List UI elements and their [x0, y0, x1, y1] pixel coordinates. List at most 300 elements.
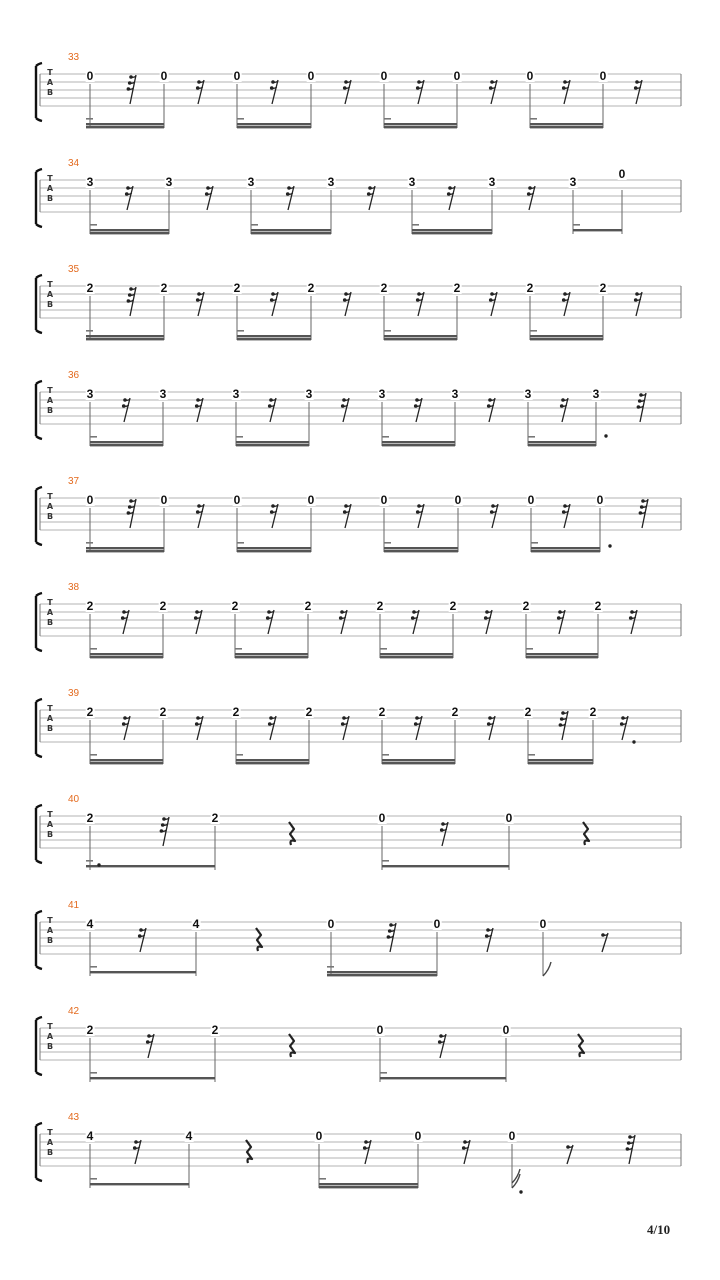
tab-system: [0, 1112, 720, 1218]
fret-number: 3: [86, 175, 94, 189]
clef-letter: B: [46, 88, 54, 97]
beam: [237, 126, 311, 128]
fret-number: 3: [305, 387, 313, 401]
beam: [235, 656, 308, 658]
beam: [382, 759, 455, 761]
fret-number: 3: [159, 387, 167, 401]
fret-number: 3: [524, 387, 532, 401]
fret-number: 2: [86, 1023, 94, 1037]
tab-system: [0, 264, 720, 370]
partial-beam: [530, 118, 537, 120]
sixteenth-rest-icon: [341, 716, 349, 740]
sixteenth-rest-icon: [489, 292, 497, 316]
tab-staff: [0, 582, 720, 688]
clef-letter: A: [46, 184, 54, 193]
clef-letter: T: [47, 1128, 53, 1137]
partial-beam: [526, 648, 533, 650]
measure-number: 34: [68, 158, 80, 169]
sixteenth-rest-icon: [414, 398, 422, 422]
sixteenth-rest-icon: [121, 610, 129, 634]
partial-beam: [251, 224, 258, 226]
tab-clef: [45, 704, 55, 734]
partial-beam: [412, 224, 419, 226]
fret-number: 2: [86, 811, 94, 825]
measure-number: 43: [68, 1112, 80, 1123]
beam: [380, 656, 453, 658]
sixteenth-rest-icon: [487, 716, 495, 740]
beam: [86, 865, 215, 867]
fret-number: 0: [376, 1023, 384, 1037]
beam: [526, 653, 598, 655]
sixteenth-rest-icon: [146, 1034, 154, 1058]
fret-number: 2: [86, 599, 94, 613]
tab-clef: [45, 598, 55, 628]
clef-letter: B: [46, 618, 54, 627]
fret-number: 4: [86, 1129, 94, 1143]
sixteenth-rest-icon: [270, 292, 278, 316]
beam: [90, 444, 163, 446]
fret-number: 2: [86, 281, 94, 295]
partial-beam: [531, 542, 538, 544]
clef-letter: A: [46, 78, 54, 87]
fret-number: 2: [232, 705, 240, 719]
clef-letter: A: [46, 1032, 54, 1041]
fret-number: 0: [86, 69, 94, 83]
sixteenth-rest-icon: [194, 610, 202, 634]
fret-number: 2: [380, 281, 388, 295]
beam: [90, 229, 169, 231]
fret-number: 2: [524, 705, 532, 719]
beam: [90, 971, 196, 973]
beam: [236, 759, 309, 761]
fret-number: 2: [453, 281, 461, 295]
tab-staff: [0, 476, 720, 582]
beam: [412, 229, 492, 231]
clef-letter: B: [46, 512, 54, 521]
beam: [90, 656, 163, 658]
partial-beam: [380, 648, 387, 650]
fret-number: 2: [378, 705, 386, 719]
fret-number: 3: [327, 175, 335, 189]
beam: [236, 444, 309, 446]
sixteenth-rest-icon: [195, 398, 203, 422]
partial-beam: [573, 224, 580, 226]
sixteenth-rest-icon: [490, 504, 498, 528]
tab-system: [0, 688, 720, 794]
sixteenth-rest-icon: [562, 504, 570, 528]
sixteenth-rest-icon: [489, 80, 497, 104]
partial-beam: [528, 754, 535, 756]
beam: [528, 444, 596, 446]
fret-number: 3: [86, 387, 94, 401]
clef-letter: A: [46, 926, 54, 935]
fret-number: 3: [451, 387, 459, 401]
beam: [384, 123, 457, 125]
sixteenth-rest-icon: [485, 928, 493, 952]
partial-beam: [90, 648, 97, 650]
fret-number: 0: [539, 917, 547, 931]
beam: [90, 653, 163, 655]
fret-number: 2: [159, 705, 167, 719]
beam: [90, 441, 163, 443]
beam: [86, 335, 164, 337]
fret-number: 0: [233, 69, 241, 83]
fret-number: 0: [527, 493, 535, 507]
fret-number: 2: [160, 281, 168, 295]
beam: [251, 229, 331, 231]
fret-number: 0: [86, 493, 94, 507]
sixteenth-rest-icon: [205, 186, 213, 210]
beam: [530, 338, 603, 340]
fret-number: 2: [307, 281, 315, 295]
sixteenth-rest-icon: [343, 80, 351, 104]
thirty-second-rest-icon: [127, 287, 136, 316]
quarter-rest-icon: [289, 822, 295, 845]
sixteenth-rest-icon: [363, 1140, 371, 1164]
fret-number: 3: [247, 175, 255, 189]
partial-beam: [235, 648, 242, 650]
beam: [90, 762, 163, 764]
fret-number: 0: [160, 493, 168, 507]
clef-letter: T: [47, 916, 53, 925]
fret-number: 4: [86, 917, 94, 931]
sixteenth-rest-icon: [195, 716, 203, 740]
beam: [237, 550, 311, 552]
tab-system: [0, 476, 720, 582]
fret-number: 0: [378, 811, 386, 825]
fret-number: 0: [502, 1023, 510, 1037]
tab-clef: [45, 1128, 55, 1158]
partial-beam: [380, 1072, 387, 1074]
clef-letter: B: [46, 194, 54, 203]
eighth-rest-icon: [566, 1145, 573, 1164]
sixteenth-rest-icon: [196, 80, 204, 104]
system-brace-icon: [36, 1123, 42, 1181]
sixteenth-rest-icon: [562, 80, 570, 104]
sixteenth-rest-icon: [527, 186, 535, 210]
clef-letter: A: [46, 396, 54, 405]
measure-number: 33: [68, 52, 80, 63]
fret-number: 2: [599, 281, 607, 295]
fret-number: 2: [304, 599, 312, 613]
sixteenth-rest-icon: [414, 716, 422, 740]
quarter-rest-icon: [578, 1034, 584, 1057]
beam: [319, 1183, 418, 1185]
clef-letter: B: [46, 830, 54, 839]
sixteenth-rest-icon: [341, 398, 349, 422]
partial-beam: [237, 542, 244, 544]
thirty-second-rest-icon: [127, 499, 136, 528]
fret-number: 0: [380, 69, 388, 83]
clef-letter: A: [46, 290, 54, 299]
clef-letter: T: [47, 810, 53, 819]
tab-system: [0, 1006, 720, 1112]
tab-staff: [0, 370, 720, 476]
measure-number: 36: [68, 370, 80, 381]
sixteenth-rest-icon: [487, 398, 495, 422]
beam: [412, 232, 492, 234]
fret-number: 0: [453, 69, 461, 83]
fret-number: 0: [315, 1129, 323, 1143]
beam: [90, 1183, 189, 1185]
beam: [531, 550, 600, 552]
beam: [327, 974, 437, 976]
fret-number: 0: [307, 69, 315, 83]
quarter-rest-icon: [246, 1140, 252, 1163]
sixteenth-rest-icon: [367, 186, 375, 210]
sixteenth-rest-icon: [343, 504, 351, 528]
tab-system: [0, 900, 720, 1006]
beam: [530, 126, 603, 128]
dot-icon: [608, 544, 611, 547]
partial-beam: [86, 860, 93, 862]
partial-beam: [86, 542, 93, 544]
clef-letter: B: [46, 1148, 54, 1157]
partial-beam: [236, 754, 243, 756]
fret-number: 3: [165, 175, 173, 189]
tab-clef: [45, 174, 55, 204]
clef-letter: T: [47, 1022, 53, 1031]
sixteenth-rest-icon: [268, 398, 276, 422]
tab-clef: [45, 1022, 55, 1052]
sixteenth-rest-icon: [416, 80, 424, 104]
beam: [528, 762, 593, 764]
sixteenth-rest-icon: [266, 610, 274, 634]
fret-number: 0: [454, 493, 462, 507]
measure-number: 37: [68, 476, 80, 487]
system-brace-icon: [36, 805, 42, 863]
dot-icon: [97, 863, 100, 866]
partial-beam: [90, 436, 97, 438]
beam: [86, 123, 164, 125]
sixteenth-rest-icon: [462, 1140, 470, 1164]
beam: [86, 126, 164, 128]
tab-clef: [45, 916, 55, 946]
sixteenth-rest-icon: [270, 504, 278, 528]
beam: [237, 123, 311, 125]
clef-letter: A: [46, 608, 54, 617]
tab-clef: [45, 68, 55, 98]
fret-number: 2: [211, 811, 219, 825]
beam: [382, 865, 509, 867]
beam: [236, 762, 309, 764]
system-brace-icon: [36, 487, 42, 545]
partial-beam: [382, 436, 389, 438]
sixteenth-rest-icon: [634, 80, 642, 104]
fret-number: 0: [505, 811, 513, 825]
tab-staff: [0, 52, 720, 158]
system-brace-icon: [36, 699, 42, 757]
measure-number: 39: [68, 688, 80, 699]
beam: [86, 338, 164, 340]
fret-number: 2: [305, 705, 313, 719]
thirty-second-rest-icon: [127, 75, 136, 104]
tab-system: [0, 794, 720, 900]
beam: [86, 547, 164, 549]
sixteenth-rest-icon: [122, 716, 130, 740]
fret-number: 0: [433, 917, 441, 931]
clef-letter: A: [46, 820, 54, 829]
sixteenth-rest-icon: [196, 292, 204, 316]
dot-icon: [519, 1190, 522, 1193]
partial-beam: [319, 1178, 326, 1180]
sixteenth-rest-icon: [620, 716, 628, 740]
fret-number: 2: [594, 599, 602, 613]
clef-letter: T: [47, 174, 53, 183]
beam: [528, 759, 593, 761]
beam: [380, 1077, 506, 1079]
tab-system: [0, 370, 720, 476]
fret-number: 2: [211, 1023, 219, 1037]
fret-number: 3: [569, 175, 577, 189]
partial-beam: [86, 118, 93, 120]
beam: [384, 550, 458, 552]
quarter-rest-icon: [256, 928, 262, 951]
partial-beam: [90, 224, 97, 226]
partial-beam: [384, 542, 391, 544]
sixteenth-rest-icon: [557, 610, 565, 634]
tab-clef: [45, 280, 55, 310]
clef-letter: B: [46, 936, 54, 945]
sixteenth-rest-icon: [634, 292, 642, 316]
beam: [530, 123, 603, 125]
fret-number: 0: [508, 1129, 516, 1143]
beam: [237, 338, 311, 340]
measure-number: 41: [68, 900, 80, 911]
tab-system: [0, 158, 720, 264]
fret-number: 3: [488, 175, 496, 189]
beam: [384, 547, 458, 549]
beam: [90, 232, 169, 234]
thirty-second-rest-icon: [387, 923, 396, 952]
beam: [526, 656, 598, 658]
measure-number: 35: [68, 264, 80, 275]
fret-number: 4: [185, 1129, 193, 1143]
beam: [384, 338, 457, 340]
fret-number: 4: [192, 917, 200, 931]
thirty-second-rest-icon: [639, 499, 648, 528]
partial-beam: [90, 754, 97, 756]
system-brace-icon: [36, 169, 42, 227]
sixteenth-rest-icon: [343, 292, 351, 316]
beam: [237, 547, 311, 549]
sixteenth-rest-icon: [629, 610, 637, 634]
sixteenth-rest-icon: [560, 398, 568, 422]
measure-number: 40: [68, 794, 80, 805]
partial-beam: [86, 330, 93, 332]
clef-letter: B: [46, 724, 54, 733]
fret-number: 2: [231, 599, 239, 613]
fret-number: 0: [414, 1129, 422, 1143]
sixteenth-rest-icon: [416, 292, 424, 316]
fret-number: 2: [233, 281, 241, 295]
partial-beam: [90, 966, 97, 968]
thirty-second-rest-icon: [637, 393, 646, 422]
sixteenth-rest-icon: [411, 610, 419, 634]
fret-number: 2: [451, 705, 459, 719]
partial-beam: [237, 330, 244, 332]
clef-letter: T: [47, 704, 53, 713]
fret-number: 3: [232, 387, 240, 401]
beam: [530, 335, 603, 337]
dot-icon: [604, 434, 607, 437]
partial-beam: [384, 118, 391, 120]
partial-beam: [236, 436, 243, 438]
partial-beam: [90, 1072, 97, 1074]
fret-number: 0: [307, 493, 315, 507]
fret-number: 0: [327, 917, 335, 931]
tab-staff: [0, 264, 720, 370]
partial-beam: [528, 436, 535, 438]
eighth-rest-icon: [601, 933, 608, 952]
fret-number: 2: [526, 281, 534, 295]
sixteenth-rest-icon: [562, 292, 570, 316]
sixteenth-rest-icon: [484, 610, 492, 634]
clef-letter: T: [47, 280, 53, 289]
sixteenth-rest-icon: [447, 186, 455, 210]
clef-letter: A: [46, 502, 54, 511]
beam: [384, 335, 457, 337]
sixteenth-rest-icon: [440, 822, 448, 846]
fret-number: 2: [589, 705, 597, 719]
fret-number: 0: [526, 69, 534, 83]
sixteenth-rest-icon: [268, 716, 276, 740]
tab-system: [0, 52, 720, 158]
beam: [319, 1186, 418, 1188]
beam: [382, 444, 455, 446]
fret-number: 0: [618, 167, 626, 181]
system-brace-icon: [36, 593, 42, 651]
fret-number: 0: [233, 493, 241, 507]
tab-staff: [0, 900, 720, 1006]
fret-number: 2: [376, 599, 384, 613]
dot-icon: [632, 740, 635, 743]
fret-number: 3: [378, 387, 386, 401]
system-brace-icon: [36, 275, 42, 333]
measure-number: 38: [68, 582, 80, 593]
thirty-second-rest-icon: [160, 817, 169, 846]
fret-number: 0: [380, 493, 388, 507]
sixteenth-rest-icon: [286, 186, 294, 210]
sixteenth-rest-icon: [438, 1034, 446, 1058]
fret-number: 3: [408, 175, 416, 189]
fret-number: 0: [599, 69, 607, 83]
thirty-second-rest-icon: [559, 711, 568, 740]
sixteenth-rest-icon: [122, 398, 130, 422]
page-number: 4/10: [647, 1222, 671, 1237]
clef-letter: T: [47, 68, 53, 77]
beam: [380, 653, 453, 655]
beam: [235, 653, 308, 655]
tab-staff: [0, 688, 720, 794]
system-brace-icon: [36, 1017, 42, 1075]
clef-letter: A: [46, 714, 54, 723]
fret-number: 3: [592, 387, 600, 401]
quarter-rest-icon: [289, 1034, 295, 1057]
quarter-rest-icon: [583, 822, 589, 845]
sixteenth-rest-icon: [196, 504, 204, 528]
tab-system: [0, 582, 720, 688]
partial-beam: [237, 118, 244, 120]
note-flag-icon: [543, 962, 551, 976]
partial-beam: [530, 330, 537, 332]
sixteenth-rest-icon: [138, 928, 146, 952]
clef-letter: A: [46, 1138, 54, 1147]
beam: [86, 550, 164, 552]
tab-clef: [45, 386, 55, 416]
clef-letter: B: [46, 300, 54, 309]
clef-letter: B: [46, 1042, 54, 1051]
